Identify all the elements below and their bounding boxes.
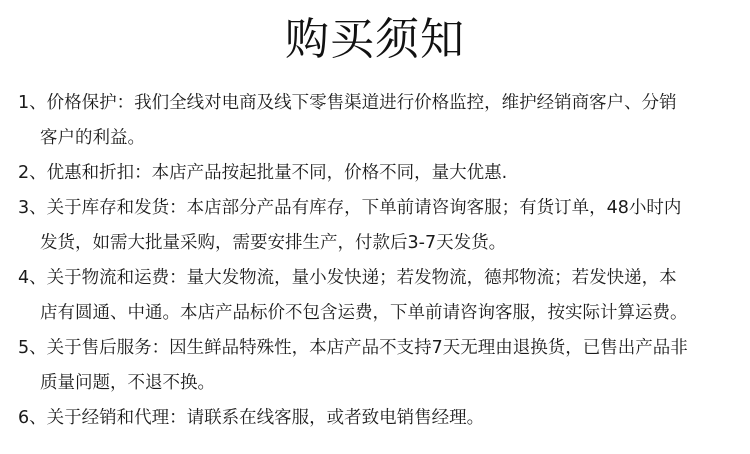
notice-item-text: 1、价格保护：我们全线对电商及线下零售渠道进行价格监控，维护经销商客户、分销 <box>18 93 677 113</box>
notice-item-price-protection <box>18 86 742 156</box>
notice-item-after-sales <box>18 331 742 401</box>
notice-item-text: 3、关于库存和发货：本店部分产品有库存，下单前请咨询客服；有货订单，48小时内 <box>18 198 682 218</box>
notice-item-text: 5、关于售后服务：因生鲜品特殊性，本店产品不支持7天无理由退换货，已售出产品非 <box>18 338 688 358</box>
notice-item-text-continued: 质量问题，不退不换。 <box>40 373 215 393</box>
notice-item-text: 2、优惠和折扣：本店产品按起批量不同，价格不同，量大优惠. <box>18 163 508 183</box>
notice-item-distribution-agency <box>18 401 742 436</box>
notice-item-discounts <box>18 156 742 191</box>
notice-item-text: 6、关于经销和代理：请联系在线客服，或者致电销售经理。 <box>18 408 485 428</box>
notice-item-stock-shipping <box>18 191 742 261</box>
notice-item-logistics-fees <box>18 261 742 331</box>
page-title: 购买须知 <box>285 14 465 65</box>
notice-list <box>18 86 742 436</box>
notice-item-text-continued: 店有圆通、中通。本店产品标价不包含运费，下单前请咨询客服，按实际计算运费。 <box>40 303 688 323</box>
notice-item-text: 4、关于物流和运费：量大发物流，量小发快递；若发物流，德邦物流；若发快递，本 <box>18 268 677 288</box>
notice-item-text-continued: 发货，如需大批量采购，需要安排生产，付款后3-7天发货。 <box>40 233 507 253</box>
notice-item-text-continued: 客户的利益。 <box>40 128 145 148</box>
